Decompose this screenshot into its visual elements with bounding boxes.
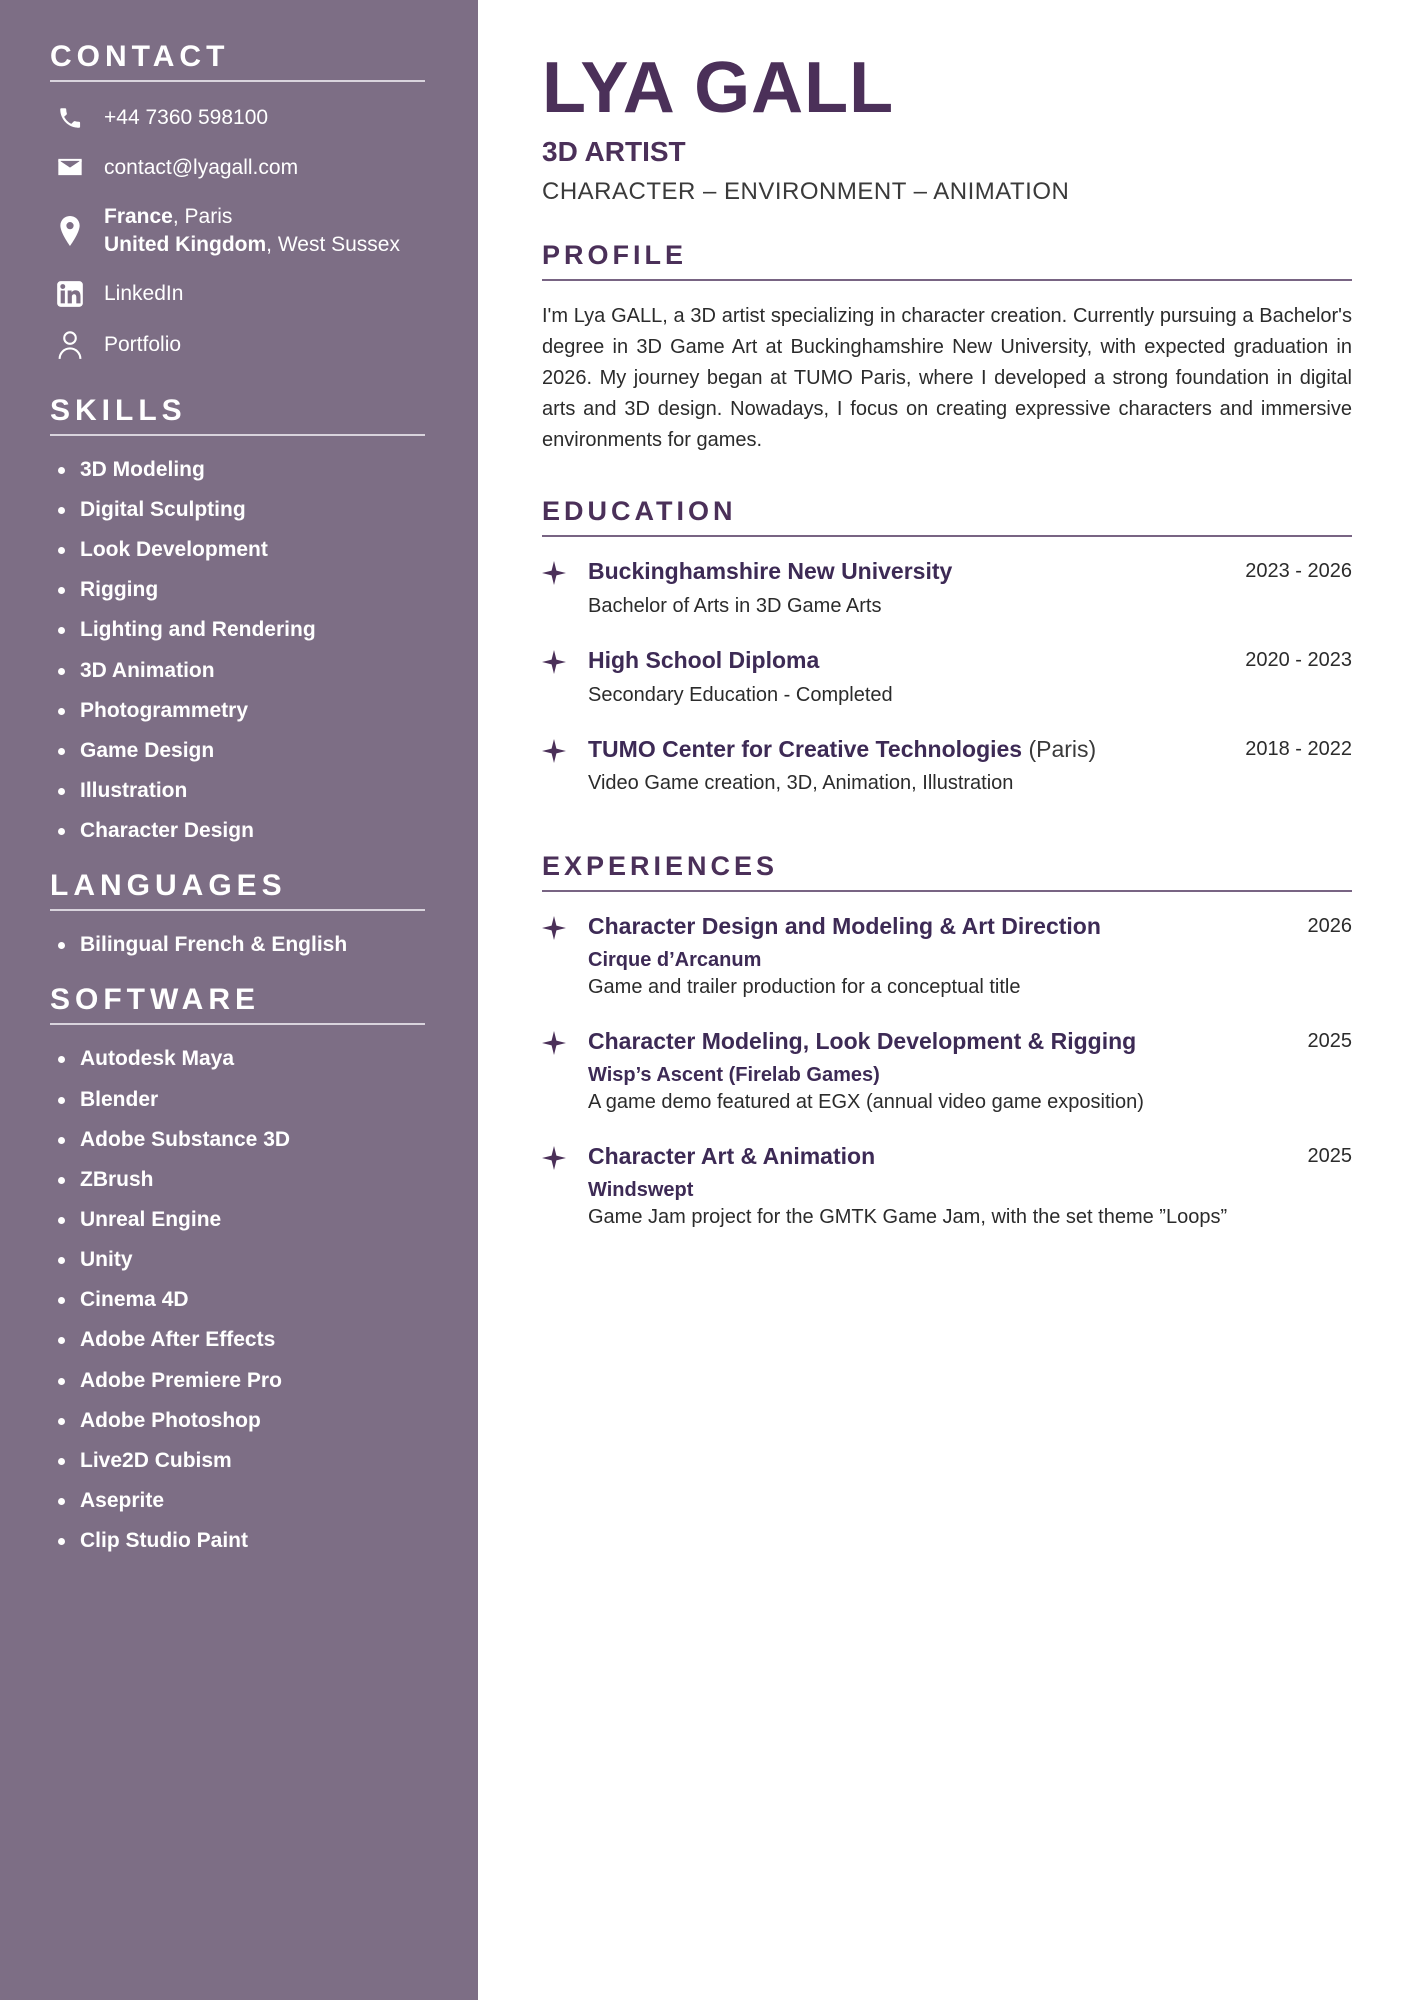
experience-desc: Game Jam project for the GMTK Game Jam, with the set theme ”Loops”	[588, 1205, 1228, 1228]
divider-contact	[50, 80, 425, 82]
software-list	[50, 1047, 440, 1553]
list-item: 3D Animation	[50, 659, 440, 683]
experience-title: Character Art & Animation	[588, 1142, 876, 1169]
education-desc: Bachelor of Arts in 3D Game Arts	[588, 594, 882, 617]
job-role: 3D ARTIST	[542, 136, 686, 167]
education-date: 2018 - 2022	[1245, 737, 1352, 760]
experience-project: Cirque d’Arcanum	[588, 949, 762, 971]
list-item: Look Development	[50, 538, 440, 562]
list-item: Aseprite	[50, 1489, 440, 1513]
sidebar-section-skills	[50, 394, 440, 843]
languages-list	[50, 933, 440, 957]
experience-entry	[542, 1142, 1352, 1231]
experience-desc: A game demo featured at EGX (annual video game exposition)	[588, 1090, 1144, 1113]
contact-portfolio[interactable]	[50, 330, 440, 360]
phone-icon	[50, 105, 90, 131]
list-item: Character Design	[50, 819, 440, 843]
experience-entry	[542, 912, 1352, 1001]
sidebar-heading-contact: CONTACT	[50, 40, 230, 73]
section-experiences	[542, 851, 1352, 1230]
education-title-text: High School Diploma	[588, 646, 820, 673]
education-desc: Video Game creation, 3D, Animation, Illustration	[588, 772, 1014, 795]
location-country-2: United Kingdom	[104, 232, 267, 256]
location-city-2: , West Sussex	[266, 232, 400, 256]
sparkle-icon	[542, 1142, 588, 1231]
education-date: 2020 - 2023	[1245, 648, 1352, 671]
mail-icon	[50, 153, 90, 181]
sparkle-icon	[542, 735, 588, 798]
contact-location	[50, 203, 440, 258]
sparkle-icon	[542, 912, 588, 1001]
section-education	[542, 496, 1352, 797]
experience-date: 2026	[1307, 915, 1352, 938]
list-item: Cinema 4D	[50, 1288, 440, 1312]
list-item: Unity	[50, 1248, 440, 1272]
contact-phone-text: +44 7360 598100	[104, 106, 269, 129]
education-desc: Secondary Education - Completed	[588, 683, 893, 706]
list-item: Lighting and Rendering	[50, 618, 440, 642]
education-entry	[542, 646, 1352, 709]
divider-experiences	[542, 890, 1352, 892]
sidebar	[0, 0, 478, 2000]
education-title-sub: (Paris)	[1022, 735, 1097, 762]
portfolio-person-icon	[50, 330, 90, 360]
linkedin-icon	[50, 280, 90, 308]
location-country-1: France	[104, 205, 173, 229]
education-title-text: Buckinghamshire New University	[588, 558, 953, 584]
list-item: Adobe Substance 3D	[50, 1128, 440, 1152]
divider-skills	[50, 434, 425, 436]
section-heading-profile: PROFILE	[542, 240, 688, 270]
sidebar-section-software	[50, 983, 440, 1553]
divider-software	[50, 1023, 425, 1025]
experience-title: Character Design and Modeling & Art Direction	[588, 913, 1101, 940]
education-entry	[542, 735, 1352, 798]
contact-location-text	[104, 203, 400, 258]
sparkle-icon	[542, 646, 588, 709]
page-title: LYA GALL	[542, 48, 895, 128]
list-item: Illustration	[50, 779, 440, 803]
sidebar-heading-languages: LANGUAGES	[50, 869, 287, 903]
education-date: 2023 - 2026	[1245, 560, 1352, 582]
list-item: Blender	[50, 1088, 440, 1112]
sparkle-icon	[542, 1027, 588, 1116]
tagline: CHARACTER – ENVIRONMENT – ANIMATION	[542, 178, 1070, 205]
sidebar-section-languages	[50, 869, 440, 957]
location-city-1: , Paris	[172, 205, 233, 229]
main-content	[478, 0, 1414, 2000]
experience-entry	[542, 1027, 1352, 1116]
divider-languages	[50, 909, 425, 911]
list-item: Adobe Photoshop	[50, 1409, 440, 1433]
profile-text: I'm Lya GALL, a 3D artist specializing in character creation. Currently pursuing a Bachelor's degree in 3D Game Art at Buckinghamshire New University, with expected graduation in 2026. My journey began at TUMO Paris, where I developed a strong foundation in digital arts and 3D design. Nowadays, I focus on creating expressive characters and immersive environments for games.	[542, 305, 1352, 451]
list-item: 3D Modeling	[50, 458, 440, 482]
contact-email[interactable]	[50, 153, 440, 181]
experience-title: Character Modeling, Look Development & Rigging	[588, 1028, 1137, 1054]
list-item: Clip Studio Paint	[50, 1529, 440, 1553]
contact-linkedin-text: LinkedIn	[104, 282, 184, 306]
contact-linkedin[interactable]	[50, 280, 440, 308]
contact-phone[interactable]	[50, 104, 440, 131]
experience-project: Windswept	[588, 1178, 694, 1201]
education-title-text: TUMO Center for Creative Technologies	[588, 735, 1023, 762]
list-item: ZBrush	[50, 1168, 440, 1192]
list-item: Rigging	[50, 578, 440, 602]
sidebar-heading-software: SOFTWARE	[50, 983, 260, 1017]
education-title	[588, 557, 952, 586]
education-title	[588, 735, 1096, 764]
list-item: Autodesk Maya	[50, 1047, 440, 1071]
location-icon	[50, 216, 90, 246]
skills-list	[50, 458, 440, 843]
list-item: Digital Sculpting	[50, 498, 440, 522]
education-title	[588, 646, 819, 675]
divider-education	[542, 535, 1352, 537]
experience-project: Wisp’s Ascent (Firelab Games)	[588, 1063, 880, 1086]
list-item: Photogrammetry	[50, 699, 440, 723]
list-item: Bilingual French & English	[50, 933, 440, 957]
sidebar-heading-skills: SKILLS	[50, 393, 187, 427]
list-item: Adobe Premiere Pro	[50, 1369, 440, 1393]
section-heading-experiences: EXPERIENCES	[542, 851, 779, 882]
list-item: Game Design	[50, 739, 440, 763]
contact-portfolio-text: Portfolio	[104, 333, 182, 357]
list-item: Adobe After Effects	[50, 1328, 440, 1352]
experience-date: 2025	[1307, 1144, 1352, 1167]
list-item: Live2D Cubism	[50, 1449, 440, 1473]
education-entry	[542, 557, 1352, 620]
section-heading-education: EDUCATION	[542, 496, 737, 526]
contact-email-text: contact@lyagall.com	[104, 155, 299, 179]
experience-date: 2025	[1307, 1030, 1352, 1052]
sparkle-icon	[542, 557, 588, 620]
experience-desc: Game and trailer production for a conceptual title	[588, 976, 1021, 998]
list-item: Unreal Engine	[50, 1208, 440, 1232]
section-profile	[542, 240, 1352, 456]
divider-profile	[542, 279, 1352, 281]
